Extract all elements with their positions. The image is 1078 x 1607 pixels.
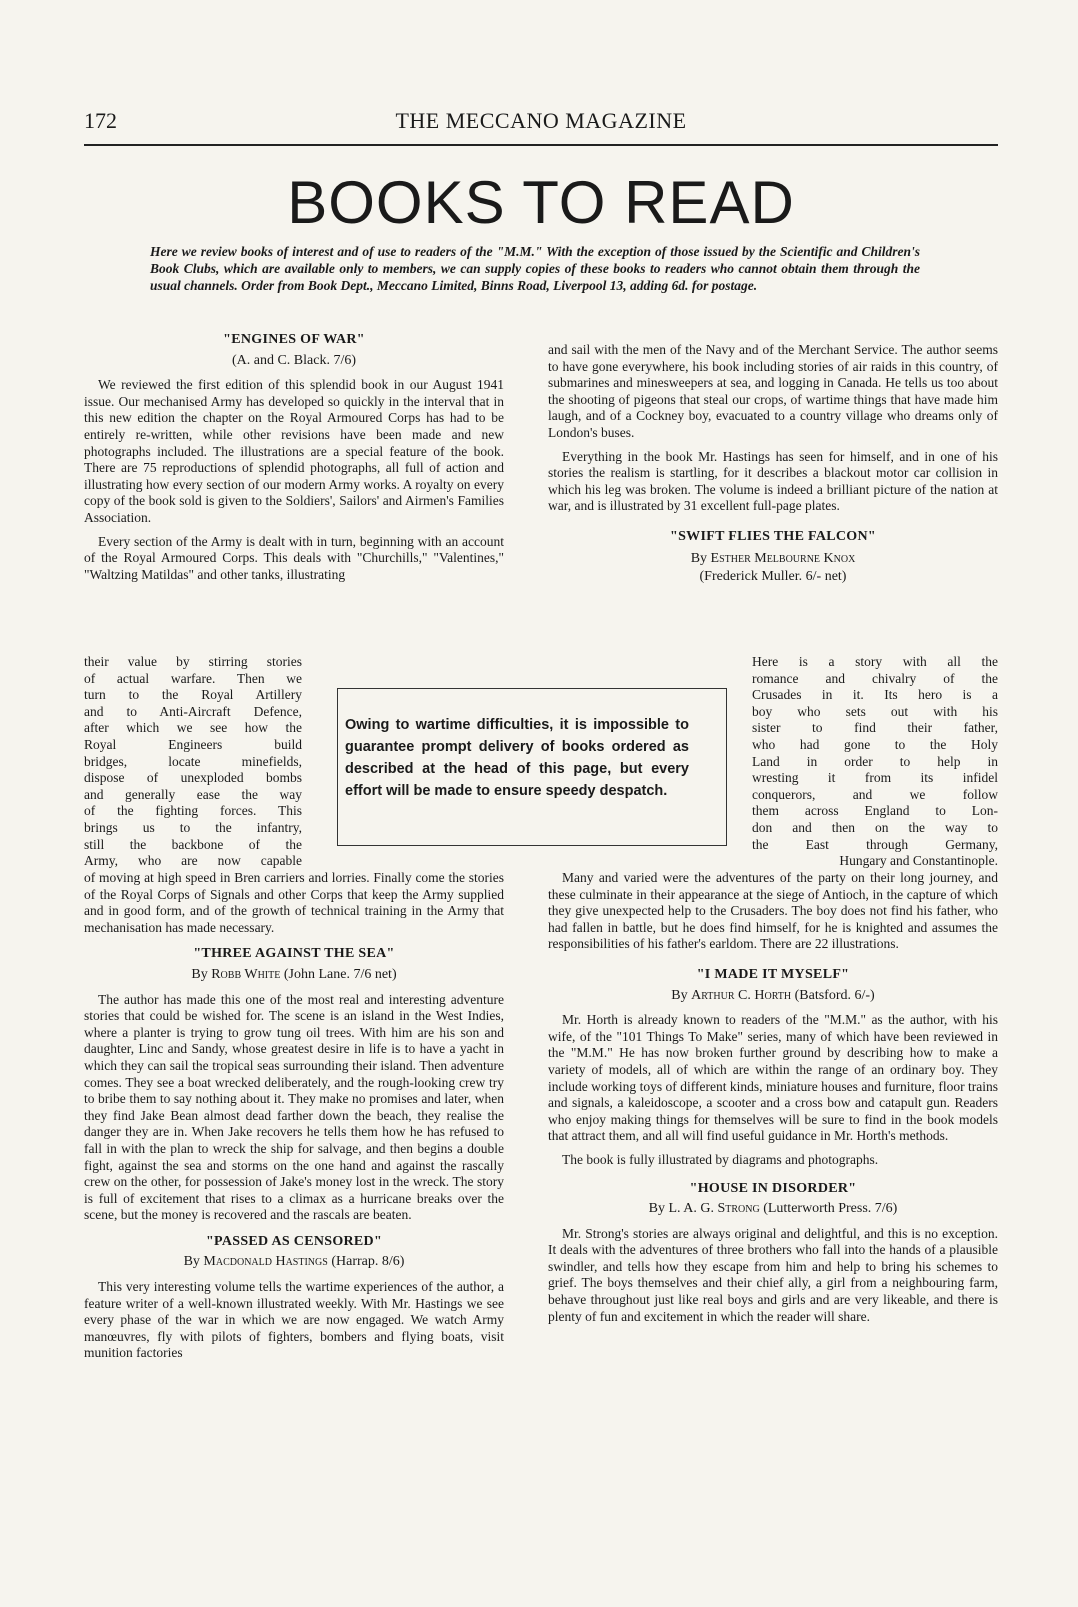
review-paragraph: We reviewed the first edition of this splendid book in our August 1941 issue. Our mechanised Army has developed so quickly in the interval that in this new edition the chapter on the Royal Armoured Corps has had to be entirely re-written, while other revisions have been made and new photographs included. The illustrations are a special feature of the book. There are 75 reproductions of splendid photographs, all full of action and illustrating how every section of our modern Army works. A royalty on every copy of the book sold is given to the Soldiers', Sailors' and Airmen's Families Association. (84, 377, 504, 525)
text-line: Hungary and Constantinople. (839, 853, 998, 869)
review-wrap-text (752, 654, 998, 870)
byline-author: Robb White (211, 966, 281, 982)
byline-publisher: (Lutterworth Press. 7/6) (763, 1201, 898, 1217)
page-number: 172 (84, 108, 117, 133)
review-paragraph: Many and varied were the adventures of the party on their long journey, and these culminate in their appearance at the siege of Antioch, in the capture of which they give unexpected help to the Crusaders. The boy does not find his father, who had fallen in battle, but he does find himself, for he is knighted and assumes the responsibilities of his father's earldom. There are 22 illustrations. (548, 870, 998, 952)
review-paragraph: Every section of the Army is dealt with in turn, beginning with an account of the Royal Armoured Corps. This deals with "Churchills," "Valentines," "Waltzing Matildas" and other tanks, illustrating (84, 533, 504, 582)
notice-text: Owing to wartime difficulties, it is impossible to guarantee prompt delivery of books ordered as described at the head of this page, but every effort will be made to ensure speedy despatch. (345, 717, 689, 799)
text-line: romance and chivalry of the (752, 670, 998, 686)
review-byline: (A. and C. Black. 7/6) (231, 352, 357, 368)
text-line: and to Anti-Aircraft Defence, (84, 703, 302, 719)
text-line: their value by stirring stories (84, 654, 302, 669)
text-line: of actual warfare. Then we (84, 670, 302, 686)
byline-author: Macdonald Hastings (203, 1254, 328, 1270)
review-engines-of-war (84, 324, 504, 583)
byline-publisher: (Batsford. 6/-) (794, 987, 875, 1003)
review-byline (548, 988, 998, 1005)
review-paragraph: The book is fully illustrated by diagrams and photographs. (562, 1151, 879, 1167)
review-swift-flies-the-falcon-cont (548, 870, 998, 1332)
review-title: "PASSED AS CENSORED" (205, 1233, 383, 1249)
review-byline (548, 1201, 998, 1218)
review-title: "THREE AGAINST THE SEA" (193, 946, 395, 962)
review-byline (84, 967, 504, 984)
text-line: dispose of unexploded bombs (84, 770, 302, 786)
review-paragraph: This very interesting volume tells the wartime experiences of the author, a feature writer of a well-known illustrated weekly. With Mr. Hastings we see every phase of the war in which we are now engaged. We watch Army manœuvres, fly with pilots of fighters, bombers and flying boats, visit munition factories (84, 1279, 504, 1361)
review-paragraph: of moving at high speed in Bren carriers and lorries. Finally come the stories of the Royal Corps of Signals and other Corps that keep the Army supplied and in good form, and of the growth of technical training in the Army that mechanisation has made necessary. (84, 870, 504, 935)
review-paragraph: Everything in the book Mr. Hastings has seen for himself, and in one of his stories the realism is startling, for it describes a blackout motor car collision in which his leg was broken. The volume is indeed a brilliant picture of the nation at war, and is illustrated by 31 excellent full-page plates. (548, 448, 998, 514)
text-line: Royal Engineers build (84, 736, 302, 752)
review-paragraph: and sail with the men of the Navy and of the Merchant Service. The author seems to have gone everywhere, his book including stories of air raids in this country, of submarines and minesweepers at sea, and logging in Canada. He tells us too about the shooting of pigeons that steal our crops, of wartime things that have made him laugh, and of a Cockney boy, evacuated to a country village who dreams only of London's buses. (548, 342, 998, 440)
text-line: them across England to Lon- (752, 803, 998, 819)
magazine-title: THE MECCANO MAGAZINE (395, 108, 687, 133)
text-line: bridges, locate minefields, (84, 753, 302, 769)
byline-publisher: (Harrap. 8/6) (331, 1254, 405, 1270)
review-byline (84, 1254, 504, 1271)
page-header (84, 108, 998, 146)
byline-by: By (648, 1201, 665, 1217)
text-line: sister to find their father, (752, 720, 998, 736)
review-title: "HOUSE IN DISORDER" (689, 1180, 857, 1196)
byline-author: L. A. G. Strong (668, 1201, 760, 1217)
text-line: turn to the Royal Artillery (84, 687, 302, 703)
byline-by: By (671, 987, 688, 1003)
review-title: "SWIFT FLIES THE FALCON" (670, 528, 876, 544)
byline-by: By (191, 966, 208, 982)
text-line: don and then on the way to (752, 819, 998, 835)
text-line: and generally ease the way (84, 786, 302, 802)
review-byline (548, 550, 998, 586)
review-title: "ENGINES OF WAR" (223, 332, 365, 347)
text-line: brings us to the infantry, (84, 819, 302, 835)
text-line: of the fighting forces. This (84, 803, 302, 819)
page-title: BOOKS TO READ (287, 169, 795, 236)
text-line: still the backbone of the (84, 836, 302, 852)
text-line: Land in order to help in (752, 753, 998, 769)
review-engines-of-war-cont (84, 870, 504, 1369)
text-line: the East through Germany, (752, 836, 998, 852)
byline-publisher: (John Lane. 7/6 net) (283, 966, 397, 982)
review-paragraph: Mr. Horth is already known to readers of the "M.M." as the author, with his wife, of the "101 Things To Make" series, many of which have been reviewed in the "M.M." He has now broken further ground by describing how to make a variety of models, all of which are within the range of an ordinary boy. They include working toys of different kinds, miniature houses and furniture, floor trains and signals, a kaleidoscope, a scooter and a cross bow and catapult gun. Readers who enjoy making things for themselves will be sure to find in the book models that attract them, and all will find useful guidance in Mr. Horth's methods. (548, 1012, 998, 1144)
byline-author: Esther Melbourne Knox (710, 550, 856, 566)
review-paragraph: The author has made this one of the most real and interesting adventure stories that could be wished for. The scene is an island in the West Indies, where a planter is trying to grow tung oil trees. With him are his son and daughter, Linc and Sandy, whose greatest desire in life is to have a yacht in which they can sail the tropical seas surrounding their island. Then adventure comes. They see a boat wrecked deliberately, and the rough-looking crew try to bribe them to say nothing about it. They make no promises and later, when they find Jake Bean almost dead farther down the beach, they realise the danger they are in. When Jake recovers he tells them how he has refused to fall in with the plan to wreck the ship for salvage, and then begins a double fight, against the sea and storms on the one hand and against the rascally crew on the other, for possession of Jake's money lost in the wreck. The story is full of excitement that rises to a climax as a hurricane breaks over the scene, but the money is recovered and the rascals are beaten. (84, 991, 504, 1223)
text-line: conquerors, and we follow (752, 786, 998, 802)
byline-publisher: (Frederick Muller. 6/- net) (699, 568, 847, 584)
review-title: "I MADE IT MYSELF" (696, 966, 850, 982)
text-line: boy who sets out with his (752, 703, 998, 719)
text-line: who had gone to the Holy (752, 736, 998, 752)
byline-author: Arthur C. Horth (691, 987, 792, 1003)
byline-by: By (183, 1254, 200, 1270)
intro-paragraph: Here we review books of interest and of use to readers of the "M.M." With the exception of those issued by the Scientific and Children's Book Clubs, which are available only to members, we can supply copies of these books to readers who cannot obtain them through the usual channels. Order from Book Dept., Meccano Limited, Binns Road, Liverpool 13, adding 6d. for postage. (150, 244, 920, 293)
byline-by: By (690, 550, 708, 566)
text-line: Here is a story with all the (752, 654, 998, 669)
text-line: Crusades in it. Its hero is a (752, 687, 998, 703)
text-line: Army, who are now capable (84, 853, 302, 869)
text-line: wresting it from its infidel (752, 770, 998, 786)
review-paragraph: Mr. Strong's stories are always original and delightful, and this is no exception. It deals with the adventures of three brothers who fall into the hands of a plausible swindler, and tells how they escape from him and help to bring his schemes to grief. The boys themselves and their chief ally, a girl from a neighbouring farm, behave throughout just like real boys and girls and are very likeable, and there is plenty of fun and excitement in which the reader will share. (548, 1225, 998, 1324)
review-passed-as-censored-cont (548, 342, 998, 594)
review-wrap-text (84, 654, 302, 870)
text-line: after which we see how the (84, 720, 302, 736)
